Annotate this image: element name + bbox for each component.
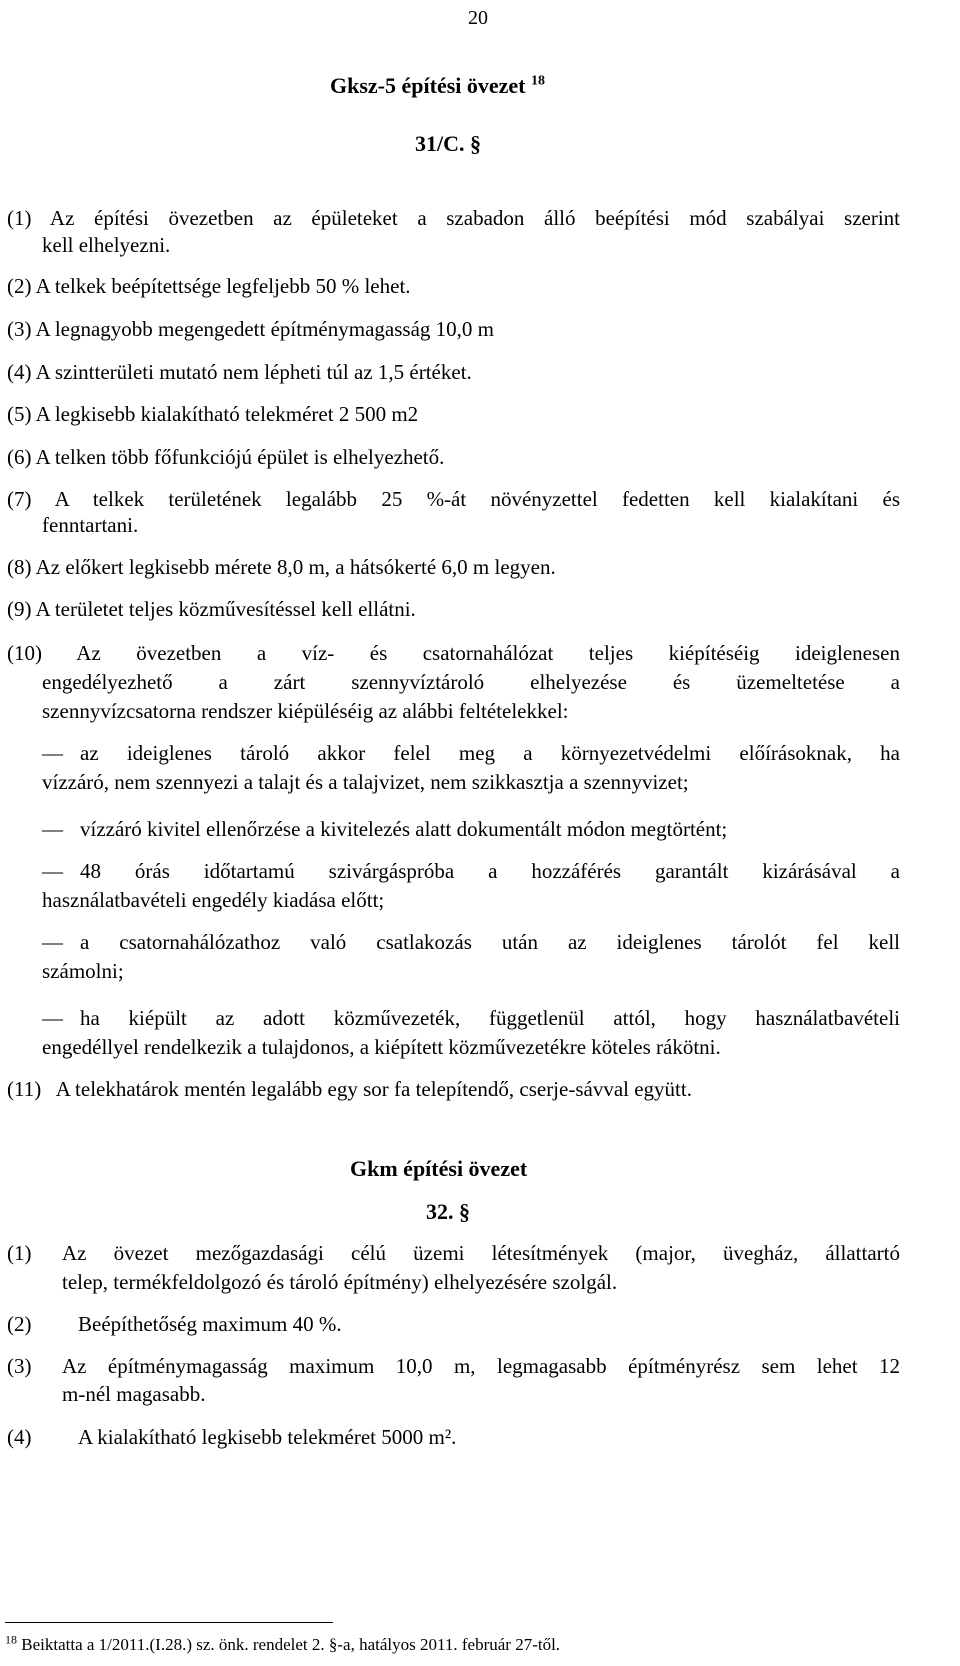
item-1-line1: (1) Az építési övezetben az épületeket a szabadon álló beépítési mód szabályai szerint	[7, 206, 900, 230]
section-2-title: Gkm építési övezet	[350, 1156, 528, 1181]
dash-bullet: —	[42, 741, 63, 765]
page-number: 20	[468, 7, 488, 29]
footnote-number: 18	[5, 1632, 17, 1647]
item-7-line2: fenntartani.	[42, 513, 139, 537]
s2-item-2-num: (2)	[7, 1312, 32, 1336]
s2-item-3-line1: Az építménymagasság maximum 10,0 m, legmagasabb építményrész sem lehet 12	[62, 1354, 900, 1378]
section-title-text: Gksz-5 építési övezet	[330, 73, 526, 98]
paragraph-2-number: 32. §	[426, 1199, 470, 1224]
item-5: (5) A legkisebb kialakítható telekméret 2 500 m2	[7, 402, 419, 426]
s2-item-4-num: (4)	[7, 1425, 32, 1449]
s2-item-1-line2: telep, termékfeldolgozó és tároló építmény) elhelyezésére szolgál.	[62, 1270, 618, 1294]
dash-item-5-line2: engedéllyel rendelkezik a tulajdonos, a kiépített közművezetékre köteles rákötni.	[42, 1035, 721, 1059]
dash-item-3-line2: használatbavételi engedély kiadása előtt;	[42, 888, 385, 912]
dash-item-5-line1: ha kiépült az adott közművezeték, függetlenül attól, hogy használatbavételi	[80, 1006, 900, 1030]
item-6: (6) A telken több főfunkciójú épület is elhelyezhető.	[7, 445, 445, 469]
paragraph-number: 31/C. §	[415, 131, 481, 156]
s2-item-2-line1: Beépíthetőség maximum 40 %.	[78, 1312, 342, 1336]
footnote	[5, 1632, 561, 1655]
s2-item-1-num: (1)	[7, 1241, 32, 1265]
item-8: (8) Az előkert legkisebb mérete 8,0 m, a hátsókerté 6,0 m legyen.	[7, 555, 556, 579]
dash-bullet: —	[42, 930, 63, 954]
section-title	[330, 74, 545, 98]
dash-item-3-line1: 48 órás időtartamú szivárgáspróba a hozzáférés garantált kizárásával a	[80, 859, 900, 883]
s2-item-4-line1: A kialakítható legkisebb telekméret 5000 m².	[78, 1425, 457, 1449]
dash-item-4-line2: számolni;	[42, 959, 124, 983]
s2-item-1-line1: Az övezet mezőgazdasági célú üzemi létesítmények (major, üvegház, állattartó	[62, 1241, 900, 1265]
dash-bullet: —	[42, 859, 63, 883]
item-1-line2: kell elhelyezni.	[42, 233, 171, 257]
footnote-divider	[5, 1622, 333, 1623]
footnote-text: Beiktatta a 1/2011.(I.28.) sz. önk. rendelet 2. §-a, hatályos 2011. február 27-től.	[21, 1635, 561, 1654]
item-3: (3) A legnagyobb megengedett építménymagasság 10,0 m	[7, 317, 494, 341]
item-7-line1: (7) A telkek területének legalább 25 %-át növényzettel fedetten kell kialakítani és	[7, 487, 900, 511]
item-10-line3: szennyvízcsatorna rendszer kiépüléséig az alábbi feltételekkel:	[42, 699, 569, 723]
item-11: (11) A telekhatárok mentén legalább egy sor fa telepítendő, cserje-sávval együtt.	[7, 1077, 692, 1101]
s2-item-3-line2: m-nél magasabb.	[62, 1382, 206, 1406]
item-4: (4) A szintterületi mutató nem lépheti túl az 1,5 értéket.	[7, 360, 472, 384]
footnote-ref: 18	[531, 73, 545, 89]
s2-item-3-num: (3)	[7, 1354, 32, 1378]
dash-bullet: —	[42, 817, 63, 841]
item-10-line2: engedélyezhető a zárt szennyvíztároló elhelyezése és üzemeltetése a	[42, 670, 900, 694]
item-9: (9) A területet teljes közművesítéssel kell ellátni.	[7, 597, 416, 621]
dash-item-4-line1: a csatornahálózathoz való csatlakozás után az ideiglenes tárolót fel kell	[80, 930, 900, 954]
dash-item-2-line1: vízzáró kivitel ellenőrzése a kivitelezés alatt dokumentált módon megtörtént;	[80, 817, 728, 841]
item-10-line1: (10) Az övezetben a víz- és csatornahálózat teljes kiépítéséig ideiglenesen	[7, 641, 900, 665]
dash-item-1-line1: az ideiglenes tároló akkor felel meg a környezetvédelmi előírásoknak, ha	[80, 741, 900, 765]
dash-item-1-line2: vízzáró, nem szennyezi a talajt és a talajvizet, nem szikkasztja a szennyvizet;	[42, 770, 689, 794]
item-2: (2) A telkek beépítettsége legfeljebb 50 % lehet.	[7, 274, 411, 298]
dash-bullet: —	[42, 1006, 63, 1030]
